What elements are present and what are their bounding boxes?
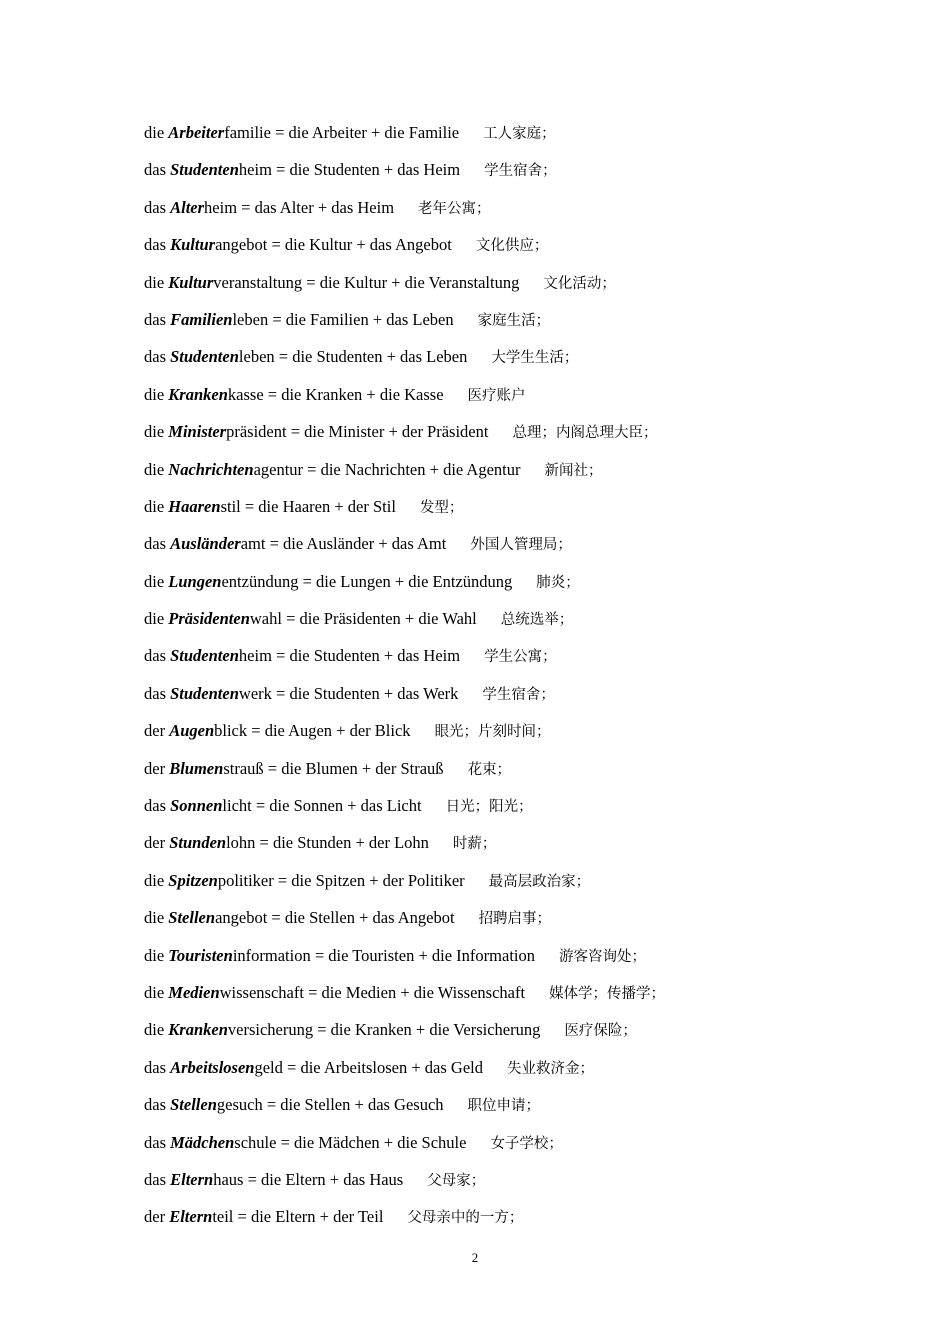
entry-rest: amt (240, 534, 266, 554)
entry-rest: wahl (249, 609, 282, 629)
vocab-entry (144, 830, 904, 867)
vocab-entry (144, 307, 904, 344)
entry-article: das (144, 1057, 166, 1077)
entry-article: das (144, 796, 166, 816)
entry-equation: = die Medien + die Wissenschaft (308, 982, 526, 1002)
entry-rest: entzündung (221, 571, 299, 591)
entry-article: die (144, 571, 165, 591)
entry-rest: teil (212, 1207, 234, 1227)
entry-equation: = die Lungen + die Entzündung (302, 571, 513, 591)
entry-equation: = die Mädchen + die Schule (280, 1132, 467, 1152)
entry-article: die (144, 272, 165, 292)
vocab-entry (144, 382, 904, 419)
entry-article: die (144, 123, 165, 142)
entry-equation: = die Augen + der Blick (251, 721, 411, 741)
entry-translation: 学生宿舍； (482, 686, 555, 703)
entry-stem: Studenten (170, 160, 239, 180)
entry-translation: 最高层政治家； (488, 873, 591, 890)
vocab-entry (144, 157, 904, 194)
entry-stem: Ausländer (170, 534, 241, 554)
vocab-entry (144, 1204, 904, 1241)
entry-article: das (144, 1169, 166, 1189)
entry-equation: = die Sonnen + das Licht (255, 796, 422, 816)
entry-equation: = die Stellen + das Angebot (271, 908, 455, 928)
entry-stem: Sonnen (170, 796, 223, 816)
vocab-entry (144, 195, 904, 232)
entry-rest: heim (204, 197, 238, 217)
entry-translation: 文化供应； (475, 238, 549, 255)
entry-translation: 女子学校； (490, 1135, 563, 1152)
entry-translation: 时薪； (452, 836, 497, 853)
entry-stem: Stunden (169, 833, 227, 853)
entry-article: die (144, 1020, 165, 1040)
entry-rest: leben (238, 347, 275, 367)
entry-stem: Familien (170, 309, 233, 329)
vocab-entry (144, 494, 904, 531)
vocab-entry (144, 569, 904, 606)
vocab-entry (144, 606, 904, 643)
vocab-entry (144, 718, 904, 755)
entry-equation: = die Blumen + der Strauß (267, 758, 444, 778)
entry-equation: = die Studenten + das Heim (276, 160, 461, 180)
entry-equation: = das Alter + das Heim (241, 197, 395, 217)
entry-equation: = die Kultur + das Angebot (271, 235, 452, 255)
entry-equation: = die Familien + das Leben (272, 309, 454, 329)
vocab-entry (144, 419, 904, 456)
entry-article: der (144, 1207, 166, 1227)
entry-stem: Kranken (168, 1020, 228, 1040)
entry-article: das (144, 347, 166, 367)
entry-article: das (144, 534, 166, 554)
entry-rest: präsident (226, 422, 287, 442)
entry-rest: politiker (217, 870, 274, 890)
vocab-entry (144, 1055, 904, 1092)
entry-translation: 新闻社； (544, 462, 603, 479)
entry-translation: 医疗保险； (564, 1023, 637, 1040)
entry-stem: Minister (168, 422, 227, 442)
entry-translation: 眼光；片刻时间； (434, 724, 551, 741)
vocab-entry (144, 980, 904, 1017)
entry-article: der (144, 833, 166, 853)
entry-article: das (144, 1095, 166, 1115)
entry-rest: werk (238, 683, 272, 703)
entry-stem: Studenten (170, 347, 239, 367)
entry-translation: 家庭生活； (477, 312, 551, 329)
vocab-entry (144, 232, 904, 269)
entry-rest: haus (213, 1169, 244, 1189)
vocab-entry (144, 531, 904, 568)
entry-stem: Mädchen (170, 1132, 235, 1152)
entry-equation: = die Eltern + der Teil (237, 1207, 384, 1227)
entry-article: die (144, 459, 165, 479)
entry-stem: Stellen (170, 1095, 217, 1115)
entry-stem: Nachrichten (168, 459, 254, 479)
entry-translation: 失业救济金； (507, 1060, 594, 1077)
entry-rest: veranstaltung (213, 272, 303, 292)
entry-article: die (144, 908, 165, 928)
vocab-entry (144, 681, 904, 718)
entry-translation: 大学生生活； (491, 350, 579, 367)
entry-stem: Kultur (168, 272, 214, 292)
entry-translation: 招聘启事； (478, 911, 552, 928)
entry-article: die (144, 609, 165, 629)
entry-article: der (144, 758, 166, 778)
vocab-entry (144, 457, 904, 494)
entry-stem: Eltern (170, 1169, 214, 1189)
entry-rest: heim (238, 646, 272, 666)
entry-equation: = die Spitzen + der Politiker (277, 870, 465, 890)
vocab-entry (144, 270, 904, 307)
entry-translation: 总统选举； (500, 612, 574, 629)
entry-stem: Studenten (170, 646, 239, 666)
vocab-entry (144, 344, 904, 381)
entry-rest: information (232, 945, 311, 965)
entry-equation: = die Studenten + das Heim (276, 646, 461, 666)
entry-article: das (144, 235, 166, 255)
vocab-entry (144, 868, 904, 905)
entry-rest: agentur (253, 459, 304, 479)
entry-stem: Medien (168, 982, 220, 1002)
entry-equation: = die Stunden + der Lohn (259, 833, 429, 853)
entry-rest: strauß (223, 758, 264, 778)
entry-rest: leben (232, 309, 269, 329)
entry-rest: angebot (215, 908, 268, 928)
entry-article: das (144, 683, 166, 703)
entry-translation: 发型； (419, 499, 464, 516)
entry-rest: blick (214, 721, 248, 741)
vocab-entry (144, 905, 904, 942)
entry-article: die (144, 870, 165, 890)
entry-rest: versicherung (227, 1020, 314, 1040)
entry-equation: = die Touristen + die Information (314, 945, 535, 965)
entry-stem: Augen (169, 721, 215, 741)
entry-translation: 医疗账户 (467, 387, 526, 404)
entry-equation: = die Präsidenten + die Wahl (286, 609, 477, 629)
vocab-entry (144, 1167, 904, 1204)
vocab-entry (144, 756, 904, 793)
entry-translation: 父母家； (427, 1172, 486, 1189)
entry-rest: heim (238, 160, 272, 180)
entry-article: die (144, 982, 165, 1002)
entry-stem: Arbeiter (168, 123, 225, 142)
entry-translation: 媒体学；传播学； (549, 985, 666, 1002)
entry-article: das (144, 646, 166, 666)
entry-stem: Stellen (168, 908, 216, 928)
entry-equation: = die Arbeitslosen + das Geld (287, 1057, 483, 1077)
entry-stem: Alter (170, 197, 205, 217)
vocab-entry (144, 943, 904, 980)
entry-equation: = die Haaren + der Stil (244, 496, 396, 516)
entry-stem: Arbeitslosen (170, 1057, 255, 1077)
entry-rest: stil (220, 496, 241, 516)
entry-rest: kasse (227, 384, 264, 404)
entry-stem: Eltern (169, 1207, 213, 1227)
entry-equation: = die Nachrichten + die Agentur (307, 459, 521, 479)
entry-equation: = die Ausländer + das Amt (269, 534, 447, 554)
entry-rest: wissenschaft (219, 982, 304, 1002)
entry-rest: licht (222, 796, 252, 816)
entry-article: das (144, 1132, 166, 1152)
entry-rest: geld (254, 1057, 283, 1077)
entry-stem: Lungen (168, 571, 222, 591)
entry-article: die (144, 496, 165, 516)
vocab-entry (144, 120, 904, 157)
entry-translation: 日光；阳光； (445, 799, 533, 816)
vocab-entry (144, 793, 904, 830)
entry-equation: = die Arbeiter + die Familie (275, 123, 460, 142)
entry-article: die (144, 422, 165, 442)
entry-translation: 花束； (467, 761, 512, 778)
entry-equation: = die Kultur + die Veranstaltung (306, 272, 520, 292)
entry-equation: = die Studenten + das Leben (278, 347, 468, 367)
entry-rest: schule (234, 1132, 277, 1152)
entry-article: das (144, 309, 166, 329)
entry-translation: 父母亲中的一方； (407, 1210, 524, 1227)
entry-translation: 职位申请； (467, 1098, 541, 1115)
entry-stem: Kultur (170, 235, 216, 255)
entry-stem: Spitzen (168, 870, 218, 890)
entry-translation: 游客咨询处； (559, 948, 646, 965)
entry-rest: angebot (215, 235, 268, 255)
entry-translation: 外国人管理局； (470, 537, 572, 554)
entry-article: das (144, 160, 166, 180)
entry-equation: = die Kranken + die Kasse (267, 384, 444, 404)
vocab-entry (144, 1130, 904, 1167)
entry-article: die (144, 945, 165, 965)
entry-stem: Kranken (168, 384, 228, 404)
entry-stem: Blumen (169, 758, 224, 778)
entry-equation: = die Eltern + das Haus (247, 1169, 404, 1189)
vocab-entry (144, 1017, 904, 1054)
vocab-entry (144, 1092, 904, 1129)
entry-stem: Studenten (170, 683, 239, 703)
entry-stem: Präsidenten (168, 609, 250, 629)
entry-translation: 学生宿舍； (484, 163, 557, 180)
entry-translation: 总理；内阁总理大臣； (512, 425, 658, 442)
entry-equation: = die Kranken + die Versicherung (317, 1020, 541, 1040)
entry-stem: Haaren (168, 496, 221, 516)
entry-article: der (144, 721, 166, 741)
entry-rest: gesuch (216, 1095, 263, 1115)
entry-translation: 文化活动； (543, 275, 616, 292)
entry-article: das (144, 197, 166, 217)
entry-article: die (144, 384, 165, 404)
vocab-entry (144, 643, 904, 680)
entry-equation: = die Minister + der Präsident (290, 422, 489, 442)
entry-stem: Touristen (168, 945, 233, 965)
entry-rest: familie (224, 123, 271, 142)
entry-translation: 工人家庭； (483, 126, 556, 142)
vocabulary-list (144, 120, 904, 1242)
entry-equation: = die Studenten + das Werk (276, 683, 459, 703)
entry-translation: 老年公寓； (418, 200, 491, 217)
entry-translation: 肺炎； (536, 574, 580, 591)
entry-equation: = die Stellen + das Gesuch (266, 1095, 444, 1115)
entry-translation: 学生公寓； (484, 649, 557, 666)
page-number: 2 (471, 1250, 479, 1265)
entry-rest: lohn (226, 833, 256, 853)
